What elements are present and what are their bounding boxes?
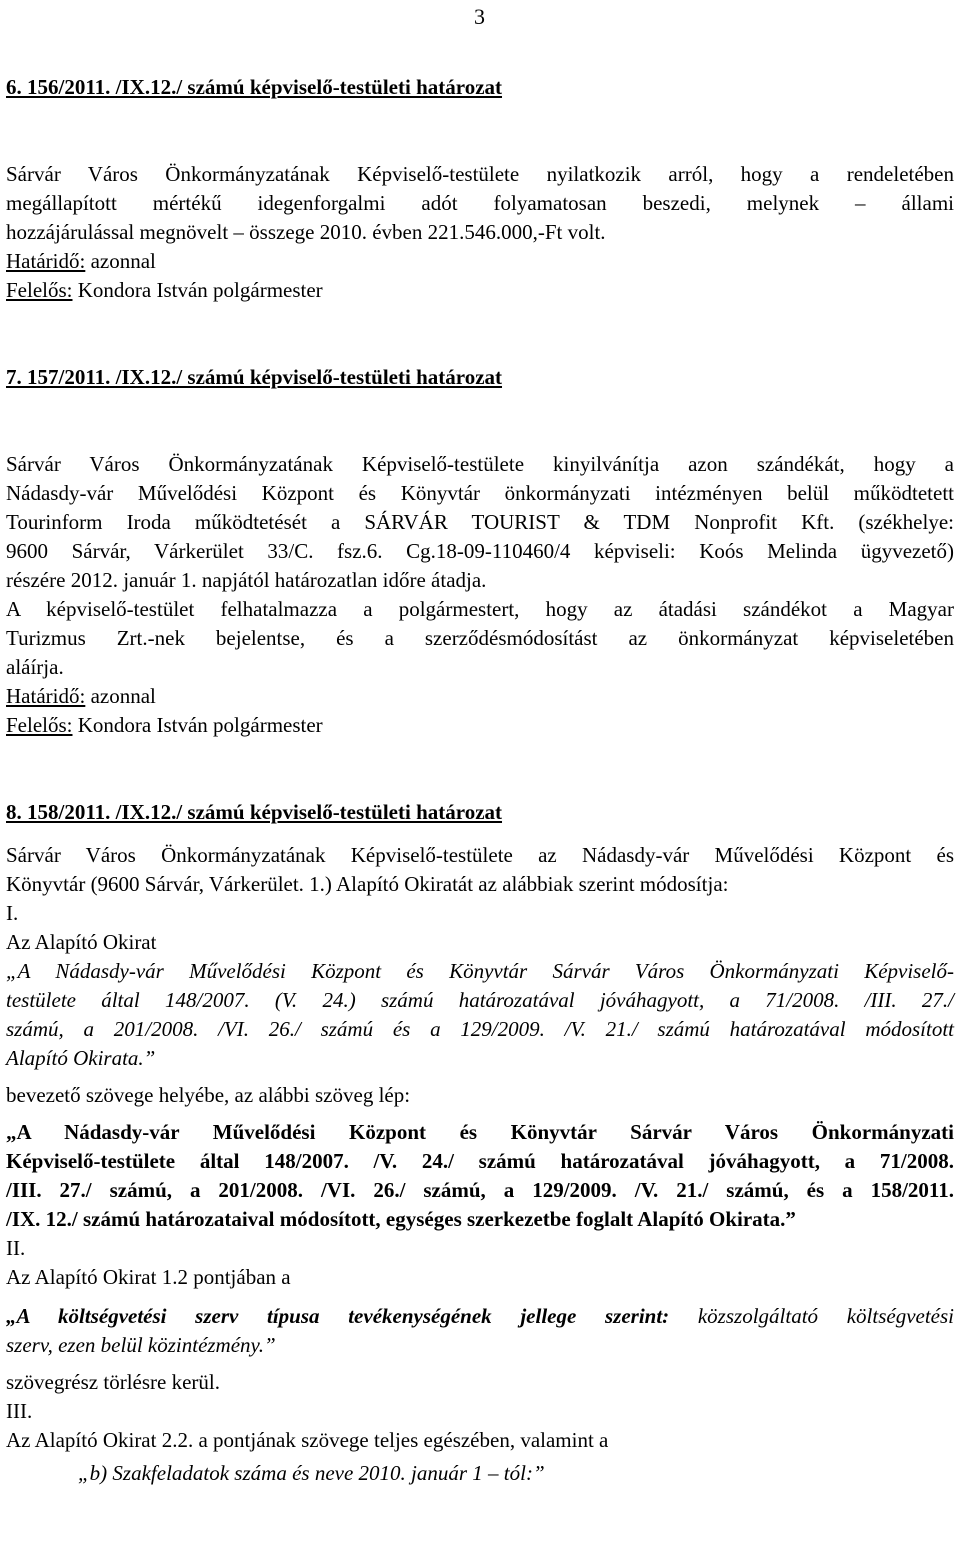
body-line: 9600 Sárvár, Várkerület 33/C. fsz.6. Cg.18-09-110460/4 képviseli: Koós Melinda ügyvezető) xyxy=(6,539,954,563)
body-line: szövegrész törlésre kerül. xyxy=(6,1370,220,1394)
responsible-line xyxy=(6,711,954,740)
quote-line: szerv, ezen belül közintézmény.” xyxy=(6,1333,276,1357)
responsible-line xyxy=(6,276,954,305)
resolution-heading: 7. 157/2011. /IX.12./ számú képviselő-testületi határozat xyxy=(6,365,503,389)
body-line: részére 2012. január 1. napjától határozatlan időre átadja. xyxy=(6,568,487,592)
new-text-line: /IX. 12./ számú határozataival módosított, egységes szerkezetbe foglalt Alapító Okirata.” xyxy=(6,1207,796,1231)
part-roman: II. xyxy=(6,1236,26,1260)
body-line: hozzájárulással megnövelt – összege 2010. évben 221.546.000,-Ft volt. xyxy=(6,220,606,244)
body-line: Sárvár Város Önkormányzatának Képviselő-testülete nyilatkozik arról, hogy a rendeletében xyxy=(6,162,954,186)
quote-line: Alapító Okirata.” xyxy=(6,1046,156,1070)
page-number: 3 xyxy=(474,4,485,29)
responsible-label: Felelős: xyxy=(6,278,73,302)
part-roman: III. xyxy=(6,1399,33,1423)
quote-line: „A Nádasdy-vár Művelődési Központ és Könyvtár Sárvár Város Önkormányzati Képviselő- xyxy=(6,959,954,983)
part-roman: I. xyxy=(6,901,19,925)
body-line: Nádasdy-vár Művelődési Központ és Könyvtár önkormányzati intézményen belül működtetett xyxy=(6,481,954,505)
body-line: Sárvár Város Önkormányzatának Képviselő-testülete az Nádasdy-vár Művelődési Központ és xyxy=(6,843,954,867)
resolution-157 xyxy=(6,363,954,740)
body-line: bevezető szövege helyébe, az alábbi szöveg lép: xyxy=(6,1083,411,1107)
new-text-line: /III. 27./ számú, a 201/2008. /VI. 26./ számú, a 129/2009. /V. 21./ számú, és a 158/2011. xyxy=(6,1178,954,1202)
body-line: A képviselő-testület felhatalmazza a polgármestert, hogy az átadási szándékot a Magyar xyxy=(6,597,954,621)
deadline-value: azonnal xyxy=(85,249,156,273)
part-title: Az Alapító Okirat 1.2 pontjában a xyxy=(6,1265,291,1289)
deadline-line xyxy=(6,682,954,711)
body-line: Könyvtár (9600 Sárvár, Várkerület. 1.) Alapító Okiratát az alábbiak szerint módosítja: xyxy=(6,872,729,896)
quote-rest: közszolgáltató költségvetési xyxy=(669,1304,954,1328)
quote-line: testülete által 148/2007. (V. 24.) számú határozatával jóváhagyott, a 71/2008. /III. 27./ xyxy=(6,988,954,1012)
part-title: Az Alapító Okirat 2.2. a pontjának szövege teljes egészében, valamint a xyxy=(6,1428,609,1452)
quote-bold: „A költségvetési szerv típusa tevékenységének jellege szerint: xyxy=(6,1304,670,1328)
responsible-value: Kondora István polgármester xyxy=(72,278,323,302)
resolution-156 xyxy=(6,73,954,305)
deadline-label: Határidő: xyxy=(6,249,86,273)
body-line: Turizmus Zrt.-nek bejelentse, és a szerződésmódosítást az önkormányzat képviseletében xyxy=(6,626,954,650)
quote-line: „b) Szakfeladatok száma és neve 2010. január 1 – tól:” xyxy=(78,1461,545,1485)
deadline-line xyxy=(6,247,954,276)
quote-line xyxy=(6,1302,954,1331)
deadline-value: azonnal xyxy=(85,684,156,708)
body-line: aláírja. xyxy=(6,655,64,679)
resolution-158 xyxy=(6,798,954,1488)
resolution-heading: 6. 156/2011. /IX.12./ számú képviselő-testületi határozat xyxy=(6,75,503,99)
quote-line: számú, a 201/2008. /VI. 26./ számú és a 129/2009. /V. 21./ számú határozatával módosított xyxy=(6,1017,954,1041)
body-line: megállapított mértékű idegenforgalmi adót folyamatosan beszedi, melynek – állami xyxy=(6,191,954,215)
resolution-heading: 8. 158/2011. /IX.12./ számú képviselő-testületi határozat xyxy=(6,800,503,824)
new-text-line: Képviselő-testülete által 148/2007. /V. 24./ számú határozatával jóváhagyott, a 71/2008. xyxy=(6,1149,954,1173)
deadline-label: Határidő: xyxy=(6,684,86,708)
body-line: Sárvár Város Önkormányzatának Képviselő-testülete kinyilvánítja azon szándékát, hogy a xyxy=(6,452,954,476)
new-text-line: „A Nádasdy-vár Művelődési Központ és Könyvtár Sárvár Város Önkormányzati xyxy=(6,1120,954,1144)
body-line: Tourinform Iroda működtetését a SÁRVÁR TOURIST & TDM Nonprofit Kft. (székhelye: xyxy=(6,510,954,534)
document-body xyxy=(6,73,954,1488)
responsible-value: Kondora István polgármester xyxy=(72,713,323,737)
responsible-label: Felelős: xyxy=(6,713,73,737)
part-title: Az Alapító Okirat xyxy=(6,930,157,954)
